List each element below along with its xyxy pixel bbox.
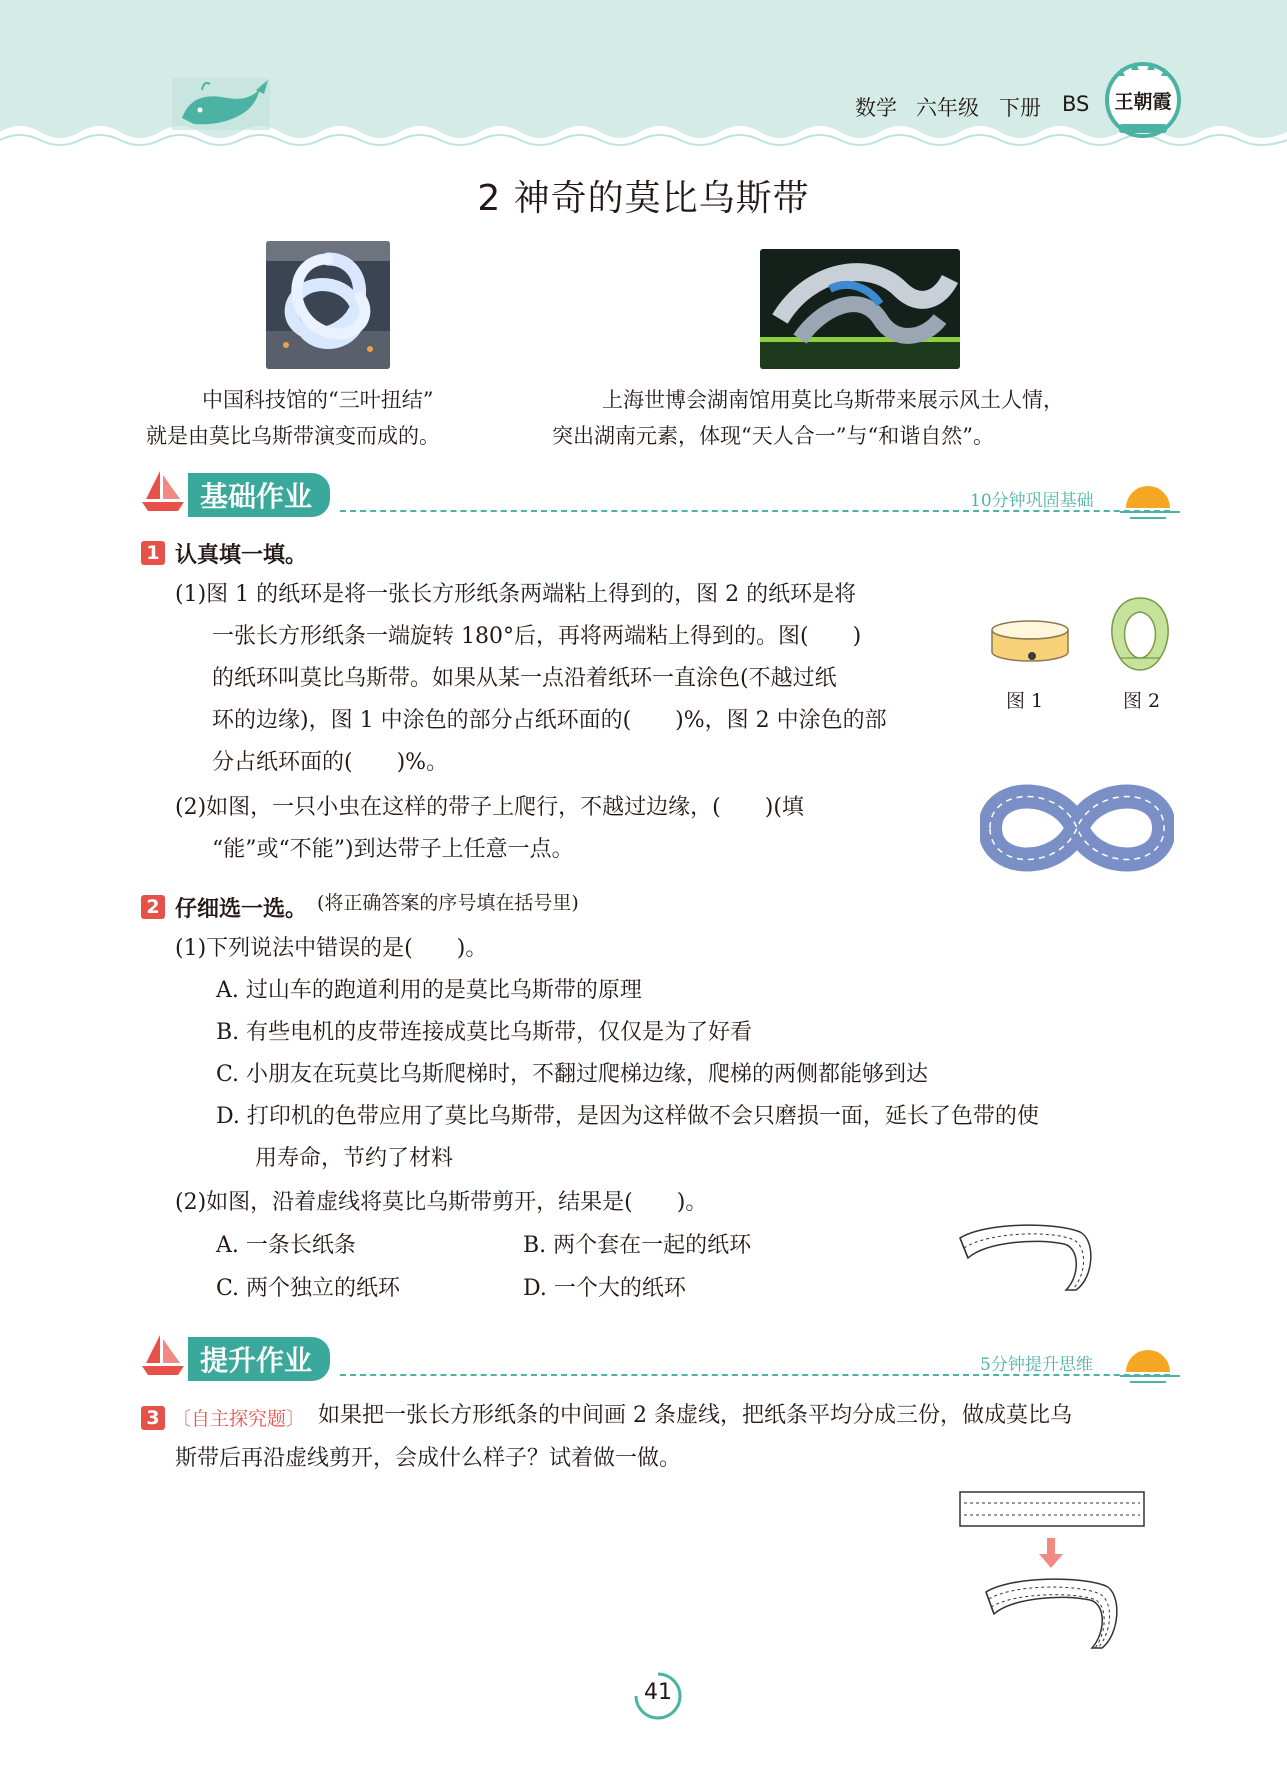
q2-option-d-line1: D. 打印机的色带应用了莫比乌斯带，是因为这样做不会只磨损一面，延长了色带的使 (216, 1104, 1039, 1129)
cut-mobius-strip-figure (956, 1218, 1096, 1298)
q2-p2: (2)如图，沿着虚线将莫比乌斯带剪开，结果是( )。 (175, 1190, 708, 1215)
q2-2-option-b: B. 两个套在一起的纸环 (523, 1233, 752, 1258)
q1-p2-line1: (2)如图，一只小虫在这样的带子上爬行，不越过边缘，( )(填 (175, 795, 804, 820)
caption-right-line2: 突出湖南元素，体现“天人合一”与“和谐自然”。 (552, 424, 994, 448)
q3-line2: 斯带后再沿虚线剪开，会成什么样子？试着做一做。 (175, 1446, 682, 1471)
trefoil-knot-photo (266, 241, 390, 369)
q1-p1-line3: 的纸环叫莫比乌斯带。如果从某一点沿着纸环一直涂色(不越过纸 (212, 666, 837, 691)
q1-p2-line2: “能”或“不能”)到达带子上任意一点。 (212, 837, 574, 862)
question-3-tag: 〔自主探究题〕 (172, 1408, 306, 1430)
q2-option-c: C. 小朋友在玩莫比乌斯爬梯时，不翻过爬梯边缘，爬梯的两侧都能够到达 (216, 1062, 929, 1087)
caption-left-line2: 就是由莫比乌斯带演变而成的。 (146, 424, 440, 448)
q1-p1-line1: (1)图 1 的纸环是将一张长方形纸条两端粘上得到的，图 2 的纸环是将 (175, 582, 857, 607)
three-part-strip-figure (956, 1488, 1148, 1658)
caption-right-line1: 上海世博会湖南馆用莫比乌斯带来展示风土人情， (602, 388, 1064, 412)
q1-p1-line5: 分占纸环面的( )%。 (212, 750, 449, 775)
q1-p1-line4: 环的边缘)，图 1 中涂色的部分占纸环面的( )%，图 2 中涂色的部 (212, 708, 887, 733)
section-advanced-title: 提升作业 (188, 1337, 330, 1381)
question-2-note: (将正确答案的序号填在括号里) (317, 892, 579, 914)
figure-2-mobius-strip (1100, 594, 1180, 678)
question-1-number: 1 (141, 541, 165, 565)
question-2-heading: 仔细选一选。 (175, 897, 308, 922)
header-volume: 下册 (999, 96, 1041, 120)
q1-p1-line2: 一张长方形纸条一端旋转 180°后，再将两端粘上得到的。图( ) (212, 624, 862, 649)
insect-mobius-strip-figure (980, 776, 1174, 880)
hunan-pavilion-photo (760, 249, 960, 369)
q2-2-option-c: C. 两个独立的纸环 (216, 1276, 401, 1301)
section-basic-note: 10分钟巩固基础 (970, 491, 1094, 511)
sun-icon (1120, 478, 1180, 522)
sun-icon (1120, 1342, 1180, 1386)
sailboat-icon (140, 1333, 186, 1379)
q2-option-b: B. 有些电机的皮带连接成莫比乌斯带，仅仅是为了好看 (216, 1020, 753, 1045)
q3-line1: 如果把一张长方形纸条的中间画 2 条虚线，把纸条平均分成三份，做成莫比乌 (318, 1403, 1072, 1428)
sailboat-icon (140, 469, 186, 515)
header-subject: 数学 (855, 96, 897, 120)
figure-1-paper-ring (988, 618, 1072, 674)
header-edition: BS (1062, 92, 1090, 116)
header-grade: 六年级 (916, 96, 979, 120)
lesson-title: 2 神奇的莫比乌斯带 (477, 178, 810, 219)
figure-1-caption: 图 1 (1006, 690, 1044, 712)
q2-p1: (1)下列说法中错误的是( )。 (175, 936, 488, 961)
q2-2-option-d: D. 一个大的纸环 (523, 1276, 686, 1301)
question-3-number: 3 (141, 1406, 165, 1430)
brand-name: 王朝霞 (1114, 91, 1172, 113)
page-number: 41 (644, 1680, 672, 1705)
section-advanced-note: 5分钟提升思维 (980, 1355, 1093, 1375)
question-1-heading: 认真填一填。 (175, 543, 308, 568)
figure-2-caption: 图 2 (1123, 690, 1161, 712)
q2-2-option-a: A. 一条长纸条 (216, 1233, 356, 1258)
caption-left-line1: 中国科技馆的“三叶扭结” (202, 388, 434, 412)
brand-logo (1103, 58, 1183, 138)
section-basic-title: 基础作业 (188, 473, 330, 517)
question-2-number: 2 (141, 895, 165, 919)
q2-option-a: A. 过山车的跑道利用的是莫比乌斯带的原理 (216, 978, 642, 1003)
q2-option-d-line2: 用寿命，节约了材料 (255, 1146, 454, 1171)
whale-icon (172, 70, 272, 130)
